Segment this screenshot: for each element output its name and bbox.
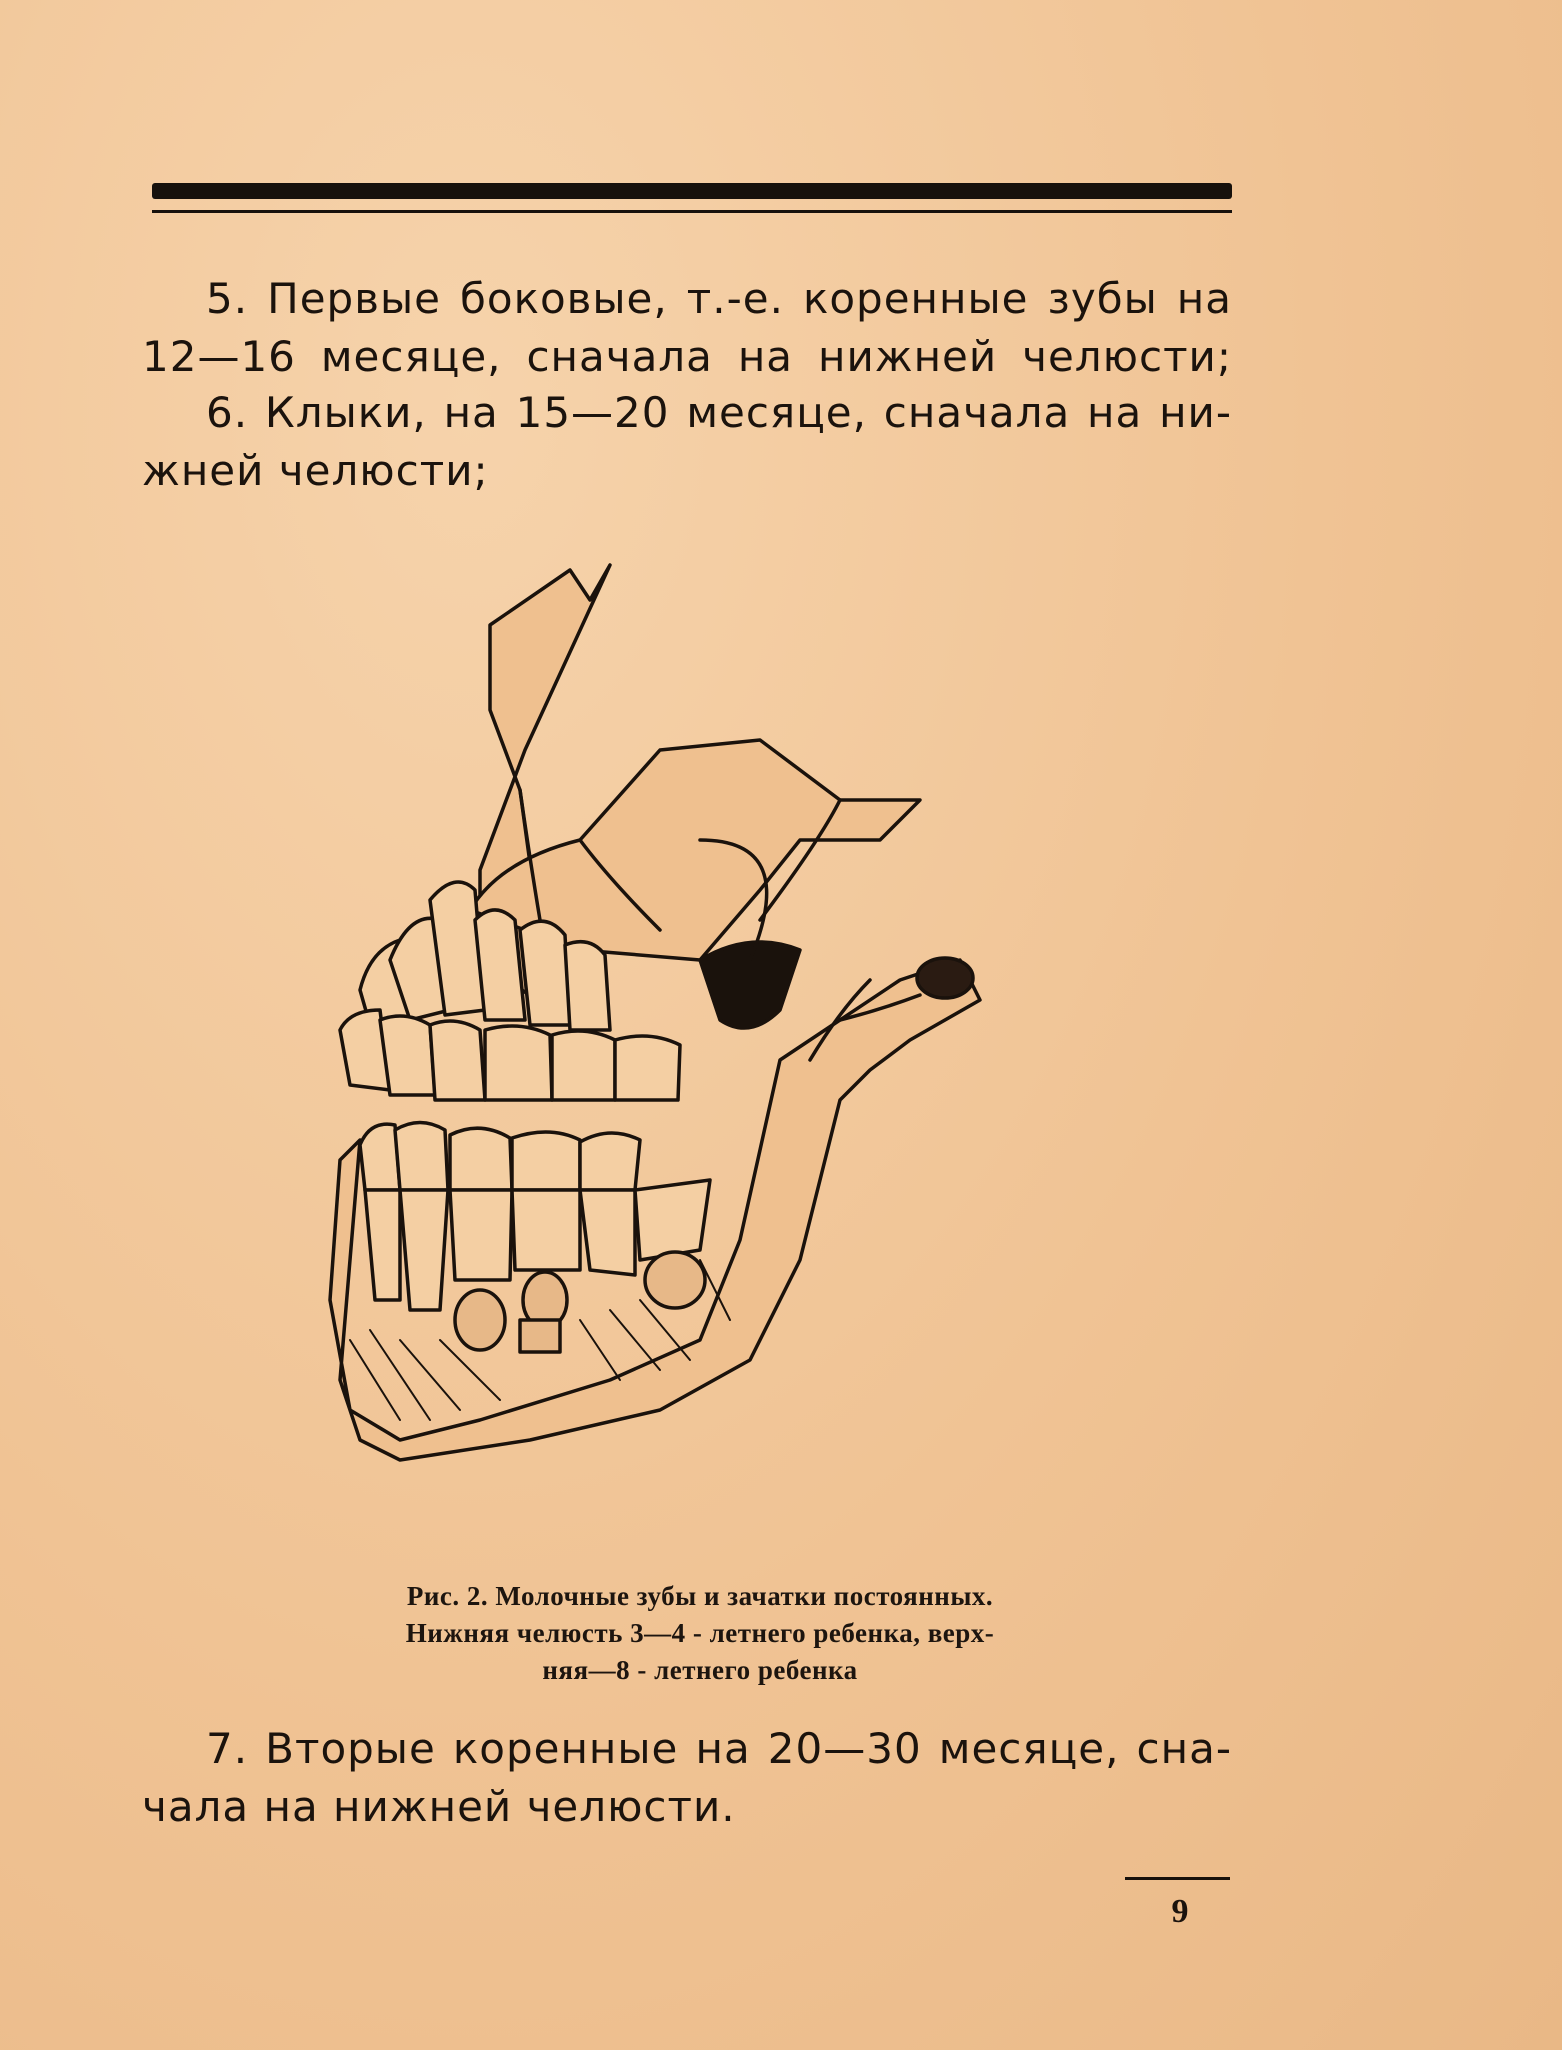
- condyle: [917, 958, 973, 998]
- header-rule-thick: [152, 183, 1232, 199]
- header-rule-thin: [152, 210, 1232, 213]
- maxilla-shadow: [700, 942, 800, 1028]
- paragraph-6-line-2: жней челюсти;: [142, 446, 489, 495]
- paragraph-5-line-1: [142, 270, 1232, 328]
- figure-caption-line-3: няя—8 - летнего ребенка: [542, 1655, 858, 1685]
- page-number-rule: [1125, 1877, 1230, 1880]
- paragraph-7-text-1: 7. Вторые коренные на 20—30 месяце, сна-: [206, 1724, 1232, 1773]
- paragraph-6-line-1: [142, 384, 1232, 442]
- jaw-illustration: [280, 540, 1140, 1520]
- paragraph-5-line-2: 12—16 месяце, сначала на нижней челюсти;: [142, 332, 1232, 381]
- page-number: 9: [1171, 1893, 1189, 1930]
- figure-caption-line-2: Нижняя челюсть 3—4 - летнего ребенка, верх-: [405, 1618, 995, 1648]
- paragraph-7-line-1: [142, 1720, 1232, 1778]
- paragraph-6-text-1: 6. Клыки, на 15—20 месяце, сначала на ни-: [206, 388, 1232, 437]
- paragraph-7-line-2: чала на нижней челюсти.: [142, 1782, 736, 1831]
- paragraph-5-text-1: 5. Первые боковые, т.-е. коренные зубы на: [206, 274, 1232, 323]
- figure-caption-line-1: Рис. 2. Молочные зубы и зачатки постоянных.: [406, 1581, 994, 1611]
